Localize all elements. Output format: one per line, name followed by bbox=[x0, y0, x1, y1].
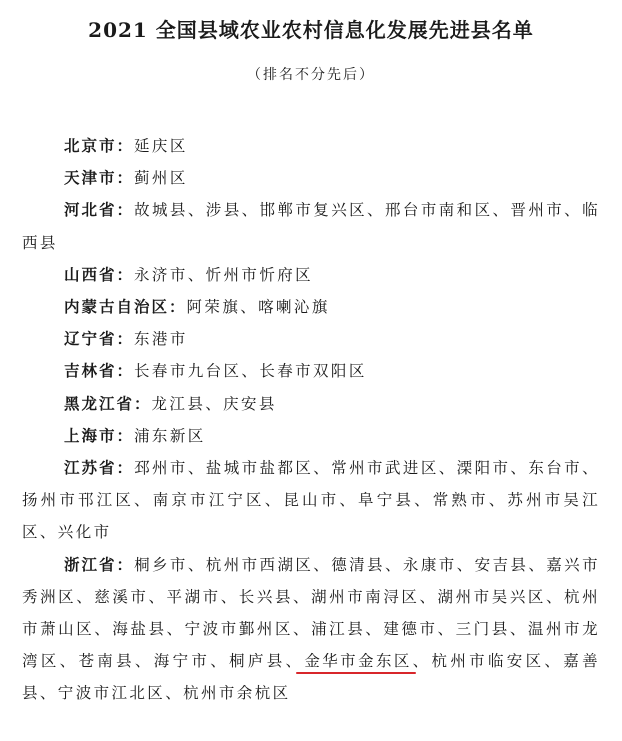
list-item-zhejiang bbox=[22, 549, 600, 710]
county-names: 浦东新区 bbox=[134, 426, 206, 445]
province-label: 内蒙古自治区： bbox=[64, 297, 187, 317]
document-title: 2021 全国县域农业农村信息化发展先进县名单 bbox=[88, 18, 534, 42]
list-item-beijing bbox=[22, 130, 600, 162]
list-item-hebei bbox=[22, 194, 600, 258]
county-names: 蓟州区 bbox=[134, 169, 188, 188]
county-names-continued: 、杭州市临安区、嘉善县、宁波市江北区、杭州市余杭区 bbox=[22, 652, 600, 703]
province-label: 天津市： bbox=[64, 168, 135, 188]
province-label: 河北省： bbox=[64, 200, 135, 220]
list-item-heilongjiang bbox=[22, 388, 600, 420]
province-label: 吉林省： bbox=[64, 361, 135, 381]
county-names: 龙江县、庆安县 bbox=[151, 394, 277, 413]
county-names: 阿荣旗、喀喇沁旗 bbox=[186, 298, 330, 317]
list-item-liaoning bbox=[22, 323, 600, 355]
list-item-tianjin bbox=[22, 162, 600, 194]
province-label: 黑龙江省： bbox=[64, 393, 152, 413]
document-subtitle: （排名不分先后） bbox=[247, 67, 375, 83]
province-label: 北京市： bbox=[64, 136, 135, 155]
list-item-jiangsu bbox=[22, 452, 600, 549]
county-list bbox=[22, 130, 600, 710]
highlighted-county: 金华市金东区 bbox=[304, 645, 411, 677]
list-item-neimenggu bbox=[22, 291, 600, 323]
county-names: 邳州市、盐城市盐都区、常州市武进区、溧阳市、东台市、扬州市邗江区、南京市江宁区、昆山市、阜宁县、常熟市、苏州市吴江区、兴化市 bbox=[22, 459, 600, 542]
province-label: 江苏省： bbox=[64, 458, 135, 478]
province-label: 浙江省： bbox=[64, 554, 135, 574]
province-label: 上海市： bbox=[64, 425, 135, 445]
list-item-jilin bbox=[22, 355, 600, 387]
county-names: 延庆区 bbox=[134, 137, 188, 155]
county-names: 永济市、忻州市忻府区 bbox=[134, 265, 314, 284]
county-names: 故城县、涉县、邯郸市复兴区、邢台市南和区、晋州市、临西县 bbox=[22, 201, 600, 252]
county-names: 东港市 bbox=[134, 330, 188, 349]
county-names: 长春市九台区、长春市双阳区 bbox=[134, 362, 367, 381]
province-label: 山西省： bbox=[64, 264, 135, 284]
list-item-shanxi bbox=[22, 259, 600, 291]
county-names: 桐乡市、杭州市西湖区、德清县、永康市、安吉县、嘉兴市秀洲区、慈溪市、平湖市、长兴县、湖州市南浔区、湖州市吴兴区、杭州市萧山区、海盐县、宁波市鄞州区、浦江县、建德市、三门县、温州市龙湾区、苍南县、海宁市、桐庐县、 bbox=[22, 555, 600, 671]
province-label: 辽宁省： bbox=[64, 329, 135, 349]
list-item-shanghai bbox=[22, 420, 600, 452]
